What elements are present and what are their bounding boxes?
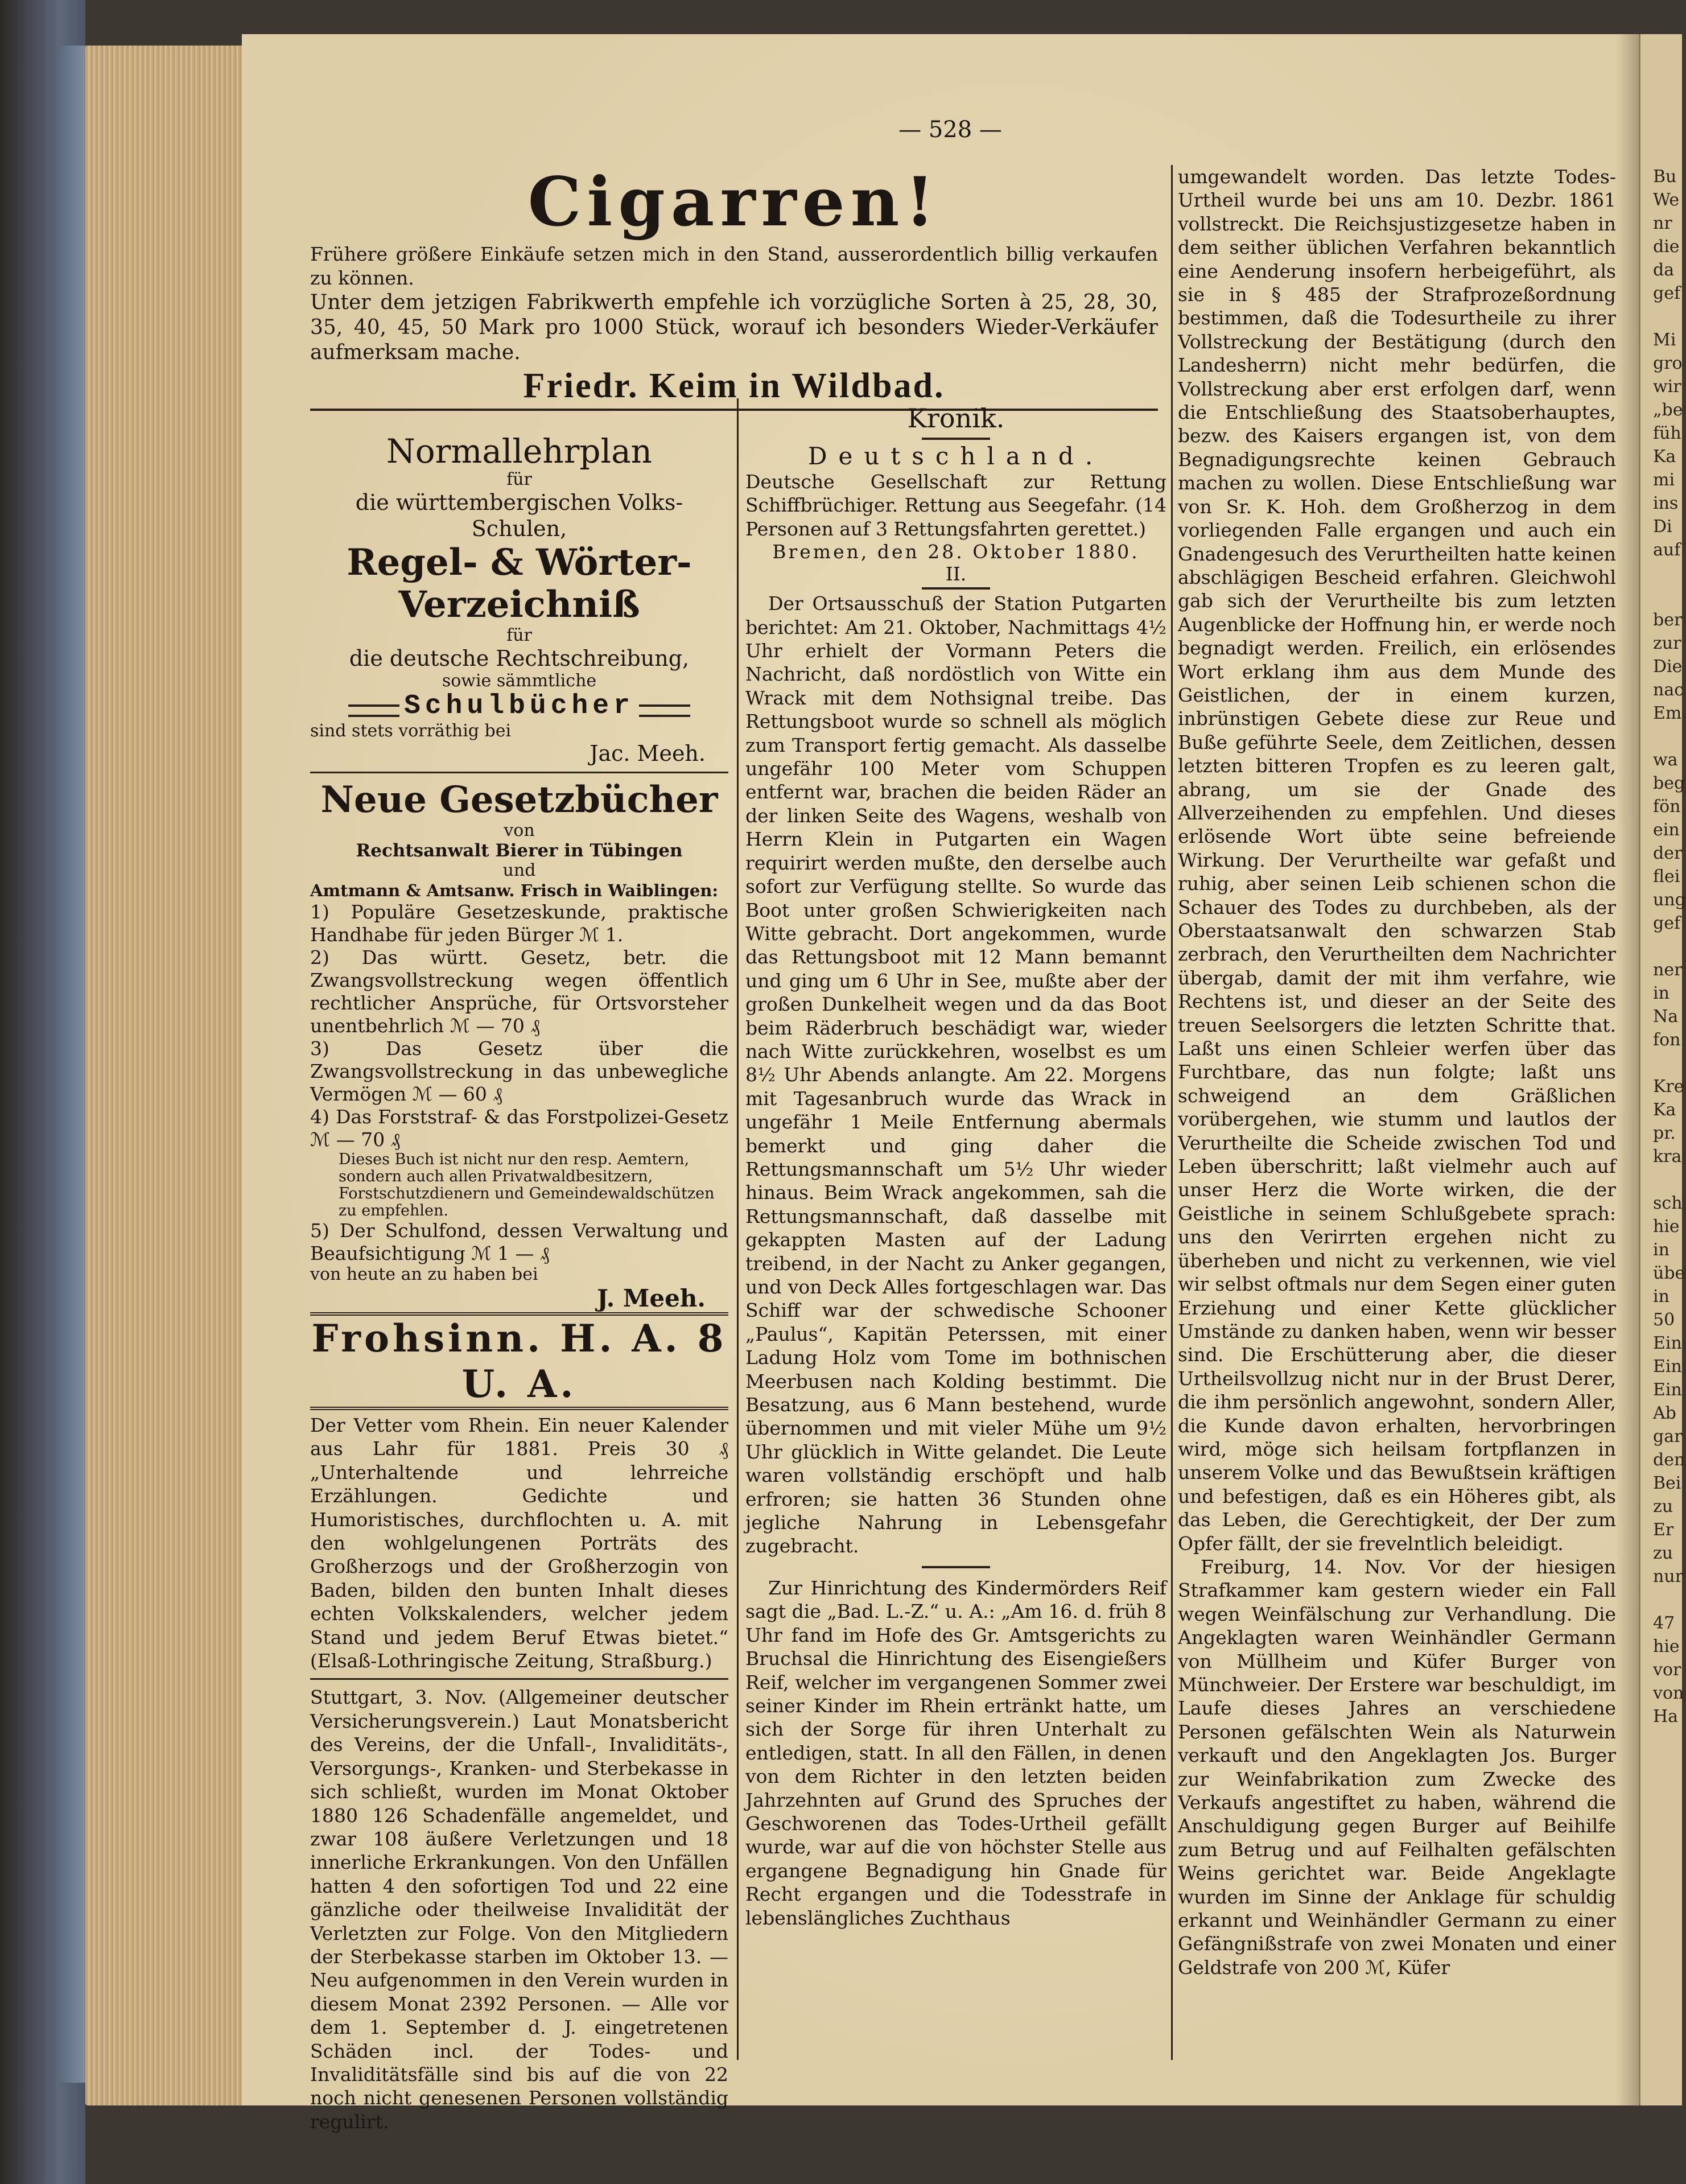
gesetz-note: Dieses Buch ist nicht nur den resp. Aemtern, sondern auch allen Privatwaldbesitzern, Forstschutzdienern und Gemeindewaldschützen zu empfehlen. xyxy=(339,1151,715,1219)
next-page-fragment: ner xyxy=(1653,960,1683,980)
gesetz-author-2: Amtmann & Amtsanw. Frisch in Waiblingen: xyxy=(310,881,719,900)
next-page-fragment: mi xyxy=(1653,470,1675,490)
next-page-fragment xyxy=(1653,1588,1680,1612)
next-page-fragment: Bei xyxy=(1653,1473,1681,1493)
kronik-heading: Kronik. xyxy=(907,403,1005,434)
next-page-fragment xyxy=(1653,305,1680,328)
next-page-fragment xyxy=(1653,935,1680,958)
next-page-fragment xyxy=(1653,1168,1680,1192)
column-2 xyxy=(745,401,1166,1930)
gesetz-item-5: 5) Der Schulfond, dessen Verwaltung und Beaufsichtigung ℳ 1 — ₰ xyxy=(310,1219,728,1264)
next-page-fragment: gro xyxy=(1653,353,1683,373)
next-page-fragment: 47 xyxy=(1653,1613,1675,1633)
next-page-fragment: hie xyxy=(1653,1637,1680,1656)
page-number: — 528 — xyxy=(898,117,1002,143)
next-page-fragment: Die xyxy=(1653,657,1683,677)
lehrplan-signature: Jac. Meeh. xyxy=(590,741,706,766)
cigarren-ad xyxy=(310,162,1158,411)
von-heute-text: von heute an zu haben bei xyxy=(310,1264,538,1284)
next-page-fragment: vor xyxy=(1653,1660,1681,1680)
next-page-fragment: gar xyxy=(1653,1427,1683,1447)
column-3 xyxy=(1178,165,1616,1979)
sowie-text: sowie sämmtliche xyxy=(442,671,597,691)
lehrplan-subtitle: die württembergischen Volks-Schulen, xyxy=(355,490,683,541)
gesetz-item-3: 3) Das Gesetz über die Zwangsvollstreckung in das unbewegliche Vermögen ℳ — 60 ₰ xyxy=(310,1037,728,1105)
next-page-fragment: in xyxy=(1653,1240,1669,1260)
cigarren-signature: Friedr. Keim in Wildbad. xyxy=(310,365,1158,411)
hinrichtung-continuation: umgewandelt worden. Das letzte Todes-Urtheil wurde bei uns am 10. Dezbr. 1861 vollstreckt. Die Reichsjustizgesetze haben in dem seither üblichen Verfahren bekanntlich eine Aenderung insofern herbeigeführt, als sie in § 485 der Strafprozeßordnung bestimmen, daß die Todesurtheile zu ihrer Vollstreckung der Bestätigung (durch den Landesherrn) nicht mehr bedürfen, die Vollstreckung aber erst erfolgen darf, wenn die Entschließung des Staatsoberhauptes, bezw. des Kaisers ergangen ist, von dem Begnadigungsrechte keinen Gebrauch machen zu wollen. Diese Entschließung war von Sr. K. Hoh. dem Großherzog in dem vorliegenden Falle ergangen und auch ein Gnadengesuch des Verurtheilten hatte keinen abschlägigen Bescheid erfahren. Gleichwohl gab sich der Verurtheilte bis zum letzten Augenblicke der Hoffnung hin, er werde noch begnadigt werden. Freilich, ein erlösendes Wort erklang ihm aus dem Munde des Geistlichen, der in einem kurzen, inbrünstigen Gebete diese zur Reue und Buße geführte Seele, dem Zeitlichen, dessen letzten bitteren Tropfen es zu leeren galt, abrang, um sie der Gnade des Allverzeihenden zu empfehlen. Und dieses erlösende Wort übte seine befreiende Wirkung. Der Verurtheilte war gefaßt und ruhig, aber seinen Leib schienen schon die Schauer des Todes zu durchbeben, als der Oberstaatsanwalt den schwarzen Stab zerbrach, den Verurtheilten dem Nachrichter übergab, damit der mit ihm verfahre, wie Rechtens ist, und dieser an der Seite des treuen Seelsorgers die letzten Schritte that. Laßt uns einen Schleier werfen über das Furchtbare, das nun folgte; laßt uns schweigend an dem Gräßlichen vorübergehen, wie stumm und lautlos der Verurtheilte die Scheide zwischen Tod und Leben überschritt; laßt vielmehr auch auf unser Herz die Worte wirken, die der Geistliche in seinem Schlußgebete sprach: uns den Verirrten ergehen nicht zu überheben und nicht zu verkennen, wie viel wir selbst oftmals nur dem Segen einer guten Erziehung und einer Kette glücklicher Umstände zu danken haben, wenn wir besser sind. Die Erschütterung aber, die dieser Urtheilsvollzug nicht nur in der Brust Derer, die ihm persönlich angewohnt, sondern Aller, die Kunde davon erhalten, hervorbringen wird, möge sich heilsam fortpflanzen in unserem Volke und das Bewußtsein kräftigen und befestigen, daß es ein Höheres gibt, als das Leben, die Gerechtigkeit, der Der zum Opfer fällt, der sie frevelntlich beleidigt. xyxy=(1178,166,1616,1555)
column-rule-1 xyxy=(737,398,739,2060)
next-page-fragment: fön xyxy=(1653,797,1681,817)
next-page-fragment: Na xyxy=(1653,1007,1679,1027)
next-page-fragment: übe xyxy=(1653,1263,1685,1283)
next-page-fragment: da xyxy=(1653,260,1675,280)
cigarren-text-2: Unter dem jetzigen Fabrikwerth empfehle ich vorzügliche Sorten à 25, 28, 30, 35, 40, 45, 50 Mark pro 1000 Stück, worauf ich besonders Wieder-Verkäufer aufmerksam mache. xyxy=(310,291,1158,364)
next-page-fragment: wir xyxy=(1653,377,1681,397)
next-page-fragment: zu xyxy=(1653,1497,1673,1517)
next-page-fragment: ung xyxy=(1653,890,1686,910)
next-page-fragment: in xyxy=(1653,983,1669,1003)
divider xyxy=(310,772,728,773)
next-page-fragment: Ein xyxy=(1653,1333,1682,1353)
next-page-fragment: Ein xyxy=(1653,1357,1682,1377)
next-page-fragment: Er xyxy=(1653,1520,1674,1540)
next-page-fragment: nac xyxy=(1653,680,1684,700)
stuttgart-article: Stuttgart, 3. Nov. (Allgemeiner deutscher Versicherungsverein.) Laut Monatsbericht des Vereins, der die Unfall-, Invaliditäts-, Versorgungs-, Kranken- und Sterbekasse in sich schließt, wurden im Monat Oktober 1880 126 Schadenfälle angemeldet, und zwar 108 äußere Verletzungen und 18 innerliche Erkrankungen. Von den Unfällen hatten 4 den sofortigen Tod und 22 eine gänzliche oder theilweise Invalidität der Verletzten zur Folge. Von den Mitgliedern der Sterbekasse starben im Oktober 13. — Neu aufgenommen in den Verein wurden in diesem Monat 2392 Personen. — Alle vor dem 1. September d. J. eingetretenen Schäden incl. der Todes- und Invaliditätsfälle sind bis auf die von 22 noch nicht genesenen Personen vollständig regulirt. xyxy=(310,1686,728,2133)
next-page-fragment xyxy=(1653,1052,1680,1075)
next-page-fragment: kra xyxy=(1653,1147,1682,1167)
lehrplan-title: Normallehrplan xyxy=(386,432,653,471)
verzeichnis-title: Regel- & Wörter-Verzeichniß xyxy=(347,541,692,626)
next-page-fragment: pr. xyxy=(1653,1123,1676,1143)
next-page-fragment: nur xyxy=(1653,1567,1683,1587)
schulbuecher-label: Schulbücher xyxy=(404,691,634,722)
next-page-fragment xyxy=(1653,725,1680,748)
next-page-fragment: We xyxy=(1653,190,1680,210)
next-page-fragment: Ab xyxy=(1653,1403,1676,1423)
vetter-article: Der Vetter vom Rhein. Ein neuer Kalender aus Lahr für 1881. Preis 30 ₰ „Unterhaltende und lehrreiche Erzählungen. Gedichte und Humoristisches, durchflochten u. A. mit den wohlgelungenen Porträts des Großherzogs und der Großherzogin von Baden, bilden den bunten Inhalt dieses echten Volkskalenders, welcher jedem Stand und jedem Beruf Etwas bietet.“ (Elsaß-Lothringische Zeitung, Straßburg.) xyxy=(310,1414,728,1672)
gesetz-item-2: 2) Das württ. Gesetz, betr. die Zwangsvollstreckung wegen öffentlich rechtlicher Ansprüche, für Ortsvorsteher unentbehrlich ℳ — 70 ₰ xyxy=(310,946,728,1037)
divider xyxy=(310,1678,728,1680)
vorraetig-text: sind stets vorräthig bei xyxy=(310,721,512,741)
next-page-fragment: hie xyxy=(1653,1217,1680,1237)
verzeichnis-subtitle: die deutsche Rechtschreibung, xyxy=(349,646,690,671)
next-page-fragment: zur xyxy=(1653,633,1681,653)
gutter-shadow xyxy=(1616,34,1642,2105)
next-page-fragment: Em xyxy=(1653,703,1682,723)
freiburg-article: Freiburg, 14. Nov. Vor der hiesigen Strafkammer kam gestern wieder ein Fall wegen Weinfälschung zur Verhandlung. Die Angeklagten waren Weinhändler Germann von Müllheim und Küfer Burger von Münchweier. Der Erstere war beschuldigt, im Laufe dieses Jahres an verschiedene Personen gefälschten Wein als Naturwein verkauft und den Angeklagten Jos. Burger zur Weinfabrikation zum Zwecke des Verkaufs angestiftet zu haben, während die Anschuldigung gegen Burger auf Beihilfe zum Betrug und auf Feilhalten gefälschten Weins gerichtet war. Beide Angeklagte wurden im Sinne der Anklage für schuldig erkannt und Weinhändler Germann zu einer Gefängnißstrafe von zwei Monaten und einer Geldstrafe von 200 ℳ, Küfer xyxy=(1178,1555,1616,1979)
short-divider xyxy=(922,1566,990,1568)
next-page-fragment: der xyxy=(1653,843,1683,863)
next-page-fragment: Ka xyxy=(1653,1100,1676,1120)
next-page-fragment: Kre xyxy=(1653,1077,1684,1097)
cigarren-title: Cigarren! xyxy=(527,162,941,241)
column-1 xyxy=(310,432,728,2133)
bremen-dateline: Bremen, den 28. Oktober 1880. xyxy=(772,541,1140,563)
section-number: II. xyxy=(945,563,967,586)
rettung-intro: Deutsche Gesellschaft zur Rettung Schiffbrüchiger. Rettung aus Seegefahr. (14 Personen auf 3 Rettungsfahrten gerettet.) xyxy=(745,471,1166,540)
gesetz-item-1: 1) Populäre Gesetzeskunde, praktische Handhabe für jeden Bürger ℳ 1. xyxy=(310,901,728,946)
next-page-fragment: die xyxy=(1653,237,1680,257)
country-heading: Deutschland. xyxy=(807,442,1104,470)
gesetz-und: und xyxy=(502,860,536,880)
next-page-fragment: in xyxy=(1653,1287,1669,1307)
putgarten-article: Der Ortsausschuß der Station Putgarten berichtet: Am 21. Oktober, Nachmittags 4½ Uhr erhielt der Vormann Peters die Nachricht, daß nordöstlich von Witte ein Wrack mit dem Nothsignal treibe. Das Rettungsboot wurde so schnell als möglich zum Transport fertig gemacht. Als dasselbe ungefähr 100 Meter vom Schuppen entfernt war, brachen die beiden Räder an der linken Seite des Wagens, weshalb von Herrn Klein in Putgarten ein Wagen requirirt werden mußte, den derselbe auch sofort zur Verfügung stellte. So wurde das Boot unter großen Schwierigkeiten nach Witte gebracht. Dort angekommen, wurde das Rettungsboot mit 12 Mann bemannt und ging um 6 Uhr in See, mußte aber der großen Dunkelheit wegen und da das Boot beim Räderbruch beschädigt war, wieder nach Witte zurückkehren, woselbst es um 8½ Uhr Abends anlangte. Am 22. Morgens mit Tagesanbruch wurde das Wrack in ungefähr 1 Meile Entfernung abermals bemerkt und ging daher die Rettungsmannschaft um 5½ Uhr wieder hinaus. Beim Wrack angekommen, sah die Rettungsmannschaft, daß dasselbe mit gekappten Masten auf der Ladung treibend, in der Nacht zu Anker gegangen, und von Deck Alles fortgeschlagen war. Das Schiff war der schwedische Schooner „Paulus“, Kapitän Peterssen, mit einer Ladung Holz vom Tome im bothnischen Meerbusen nach Kolding bestimmt. Die Besatzung, aus 6 Mann bestehend, wurde übernommen und mit vieler Mühe um 9½ Uhr glücklich in Witte gelandet. Die Leute waren vollständig erschöpft und halb erfroren; sie hatten 36 Stunden ohne jegliche Nahrung in Lebensgefahr zugebracht. xyxy=(745,592,1166,1557)
next-page-fragment xyxy=(1653,562,1680,585)
gesetz-item-4: 4) Das Forststraf- & das Forstpolizei-Gesetz ℳ — 70 ₰ xyxy=(310,1106,728,1151)
next-page-fragment: flei xyxy=(1653,867,1680,887)
next-page-fragment: Ein xyxy=(1653,1380,1682,1400)
next-page-fragment: ber xyxy=(1653,610,1683,630)
next-page-fragment: 50 xyxy=(1653,1310,1675,1330)
next-page-fragment: Mi xyxy=(1653,330,1676,350)
next-page-fragment: nr xyxy=(1653,213,1672,233)
gesetz-author-1: Rechtsanwalt Bierer in Tübingen xyxy=(356,840,683,861)
next-page-fragment: füh xyxy=(1653,423,1681,443)
next-page-fragment: gef xyxy=(1653,913,1681,933)
hinrichtung-article: Zur Hinrichtung des Kindermörders Reif sagt die „Bad. L.-Z.“ u. A.: „Am 16. d. früh 8 Uhr fand im Hofe des Gr. Amtsgerichts zu Bruchsal die Hinrichtung des Eisengießers Reif, welcher im vergangenen Sommer zwei seiner Kinder im Rhein ertränkt hatte, um sich der Sorge für ihren Unterhalt zu entledigen, statt. In all den Fällen, in denen von dem Richter in den letzten beiden Jahrzehnten auf Grund des Spruches der Geschworenen das Todes-Urtheil gefällt wurde, war auf die von höchster Stelle aus ergangene Begnadigung hin Gnade für Recht ergangen und die Todesstrafe in lebenslängliches Zuchthaus xyxy=(745,1576,1166,1929)
verzeichnis-fuer: für xyxy=(506,625,532,645)
gesetz-signature: J. Meeh. xyxy=(597,1284,706,1312)
cigarren-text-1: Frühere größere Einkäufe setzen mich in den Stand, ausserordentlich billig verkaufen zu können. xyxy=(310,243,1158,289)
next-page-fragment: Ha xyxy=(1653,1707,1679,1726)
divider-double xyxy=(310,1407,728,1410)
next-page-fragment: zu xyxy=(1653,1543,1673,1563)
next-page-fragment: Ka xyxy=(1653,447,1676,467)
page-edges xyxy=(85,46,248,2105)
decorative-bars-left xyxy=(348,704,399,717)
next-page-fragment: Bu xyxy=(1653,167,1677,187)
next-page-fragment: von xyxy=(1653,1683,1684,1703)
short-divider xyxy=(922,438,990,440)
next-page-fragment: fon xyxy=(1653,1030,1681,1050)
next-page-fragment: sch xyxy=(1653,1193,1683,1213)
gesetz-title: Neue Gesetzbücher xyxy=(320,778,718,821)
column-rule-2 xyxy=(1171,165,1173,2060)
decorative-bars-right xyxy=(639,704,690,717)
next-page-fragment: ein xyxy=(1653,820,1680,840)
gesetzbuecher-ad xyxy=(310,779,728,1312)
next-page-fragment: gef xyxy=(1653,283,1681,303)
next-page-fragment: „be xyxy=(1653,400,1683,420)
next-page-fragment: Di xyxy=(1653,517,1672,537)
next-page-fragment: beg xyxy=(1653,773,1685,793)
next-page-fragment: den xyxy=(1653,1450,1685,1470)
next-page-fragment xyxy=(1653,585,1680,608)
next-page-fragment: auf xyxy=(1653,540,1681,560)
next-page-fragment: wa xyxy=(1653,750,1678,770)
lehrplan-ad xyxy=(310,432,728,766)
frohsinn-notice: Frohsinn. H. A. 8 U. A. xyxy=(311,1316,727,1406)
gesetz-von: von xyxy=(504,821,535,840)
next-page-fragment: ins xyxy=(1653,493,1679,513)
short-divider xyxy=(922,587,990,590)
schulbuecher-line xyxy=(310,691,728,722)
next-page-fragments xyxy=(1653,165,1686,1728)
lehrplan-fuer: für xyxy=(506,469,532,489)
